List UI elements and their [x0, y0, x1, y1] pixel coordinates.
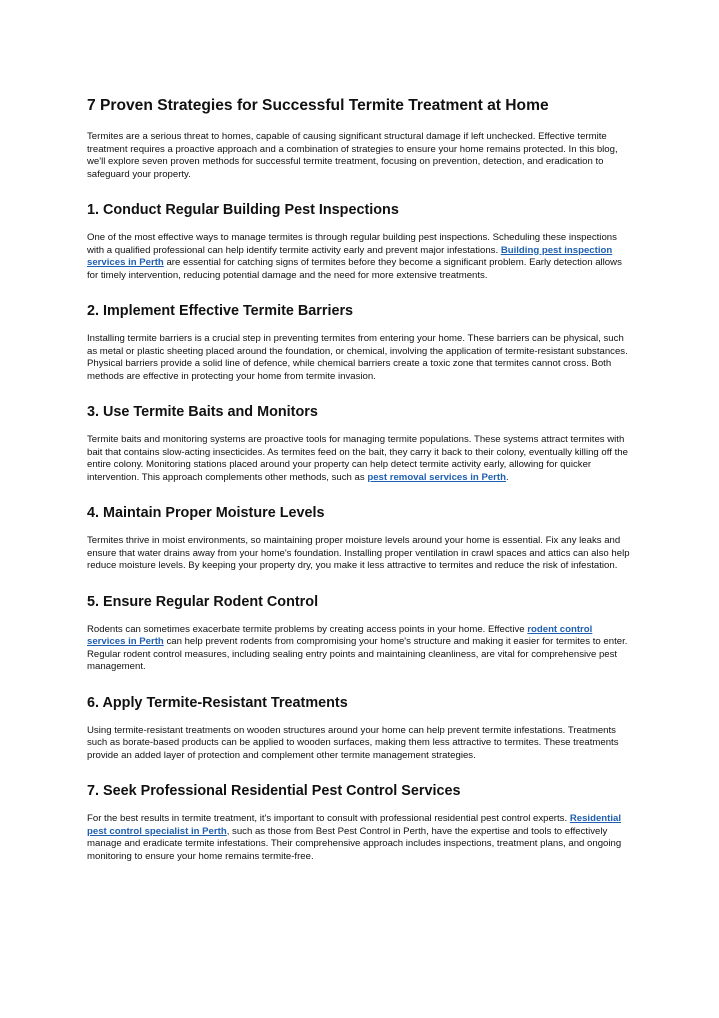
- section-paragraph-7: [87, 813, 633, 863]
- section-text: Installing termite barriers is a crucial step in preventing termites from entering your home. These barriers can be physical, such as metal or plastic sheeting placed around the foundation, or chemical, involving the application of termite-resistant substances. Physical barriers provide a solid line of defence, while chemical barriers create a toxic zone that termites cannot cross. Both methods are effective in protecting your home from termite invasion.: [87, 333, 628, 382]
- section-text: One of the most effective ways to manage termites is through regular building pest inspections. Scheduling these inspections with a qualified professional can help identify termite activity early and prevent major infestations.: [87, 232, 617, 256]
- residential-pest-control-link[interactable]: Residential pest control specialist in Perth: [87, 813, 621, 837]
- intro-paragraph: Termites are a serious threat to homes, capable of causing significant structural damage if left unchecked. Effective termite treatment requires a proactive approach and a combination of strategies to ensure your home remains protected. In this blog, we'll explore seven proven methods for successful termite treatment, focusing on prevention, detection, and eradication to safeguard your property.: [87, 131, 618, 180]
- rodent-control-link[interactable]: rodent control services in Perth: [87, 623, 593, 647]
- section-text: Rodents can sometimes exacerbate termite problems by creating access points in your home. Effective: [87, 623, 528, 635]
- section-paragraph-6: [87, 725, 633, 763]
- section-text: Termite baits and monitoring systems are proactive tools for managing termite populations. These systems attract termites with bait that contains slow-acting insecticides. As termites feed on the bait, they carry it back to their colony, eventually killing off the entire colony. Monitoring stations placed around your property can help detect termite activity early, allowing for quicker intervention. This approach complements other methods, such as: [87, 434, 628, 483]
- section-text: For the best results in termite treatment, it's important to consult with professional residential pest control experts.: [87, 813, 570, 824]
- section-text: Using termite-resistant treatments on wooden structures around your home can help prevent termite infestations. Treatments such as borate-based products can be applied to wooden surfaces, making them less attractive to termites. These treatments provide an added layer of protection and complement other termite management strategies.: [87, 724, 619, 761]
- section-paragraph-1: [87, 232, 633, 282]
- section-heading-5: 5. Ensure Regular Rodent Control: [87, 593, 319, 610]
- document-page: [87, 96, 633, 883]
- section-text: can help prevent rodents from compromising your home's structure and making it easier for termites to enter. Regular rodent control measures, including sealing entry points and maintaining cleanliness, are vital for comprehensive pest management.: [87, 636, 628, 672]
- pest-removal-link[interactable]: pest removal services in Perth: [367, 471, 506, 483]
- section-paragraph-2: [87, 333, 633, 383]
- section-paragraph-5: [87, 624, 633, 674]
- section-heading-7: 7. Seek Professional Residential Pest Control Services: [87, 783, 461, 799]
- section-heading-3: 3. Use Termite Baits and Monitors: [87, 404, 318, 420]
- section-heading-4: 4. Maintain Proper Moisture Levels: [87, 505, 325, 521]
- section-heading-6: 6. Apply Termite-Resistant Treatments: [87, 694, 348, 711]
- section-paragraph-3: [87, 434, 633, 484]
- section-text: .: [505, 471, 509, 483]
- section-text: are essential for catching signs of termites before they become a significant problem. Early detection allows for timely intervention, reducing potential damage and the need for more extensive treatments.: [87, 257, 622, 281]
- building-pest-inspection-link[interactable]: Building pest inspection services in Perth: [87, 244, 613, 268]
- section-heading-1: 1. Conduct Regular Building Pest Inspections: [87, 202, 399, 218]
- section-text: Termites thrive in moist environments, so maintaining proper moisture levels around your home is essential. Fix any leaks and ensure that water drains away from your home's foundation. Installing proper ventilation in crawl spaces and attics can also help reduce moisture levels. By keeping your property dry, you make it less attractive to termites and reduce the risk of infestation.: [87, 535, 630, 571]
- section-heading-2: 2. Implement Effective Termite Barriers: [87, 303, 354, 319]
- section-text: , such as those from Best Pest Control in Perth, have the expertise and tools to effectively manage and eradicate termite infestations. Their comprehensive approach includes inspections, treatment plans, and ongoing monitoring to ensure your home remains termite-free.: [87, 825, 622, 862]
- section-paragraph-4: [87, 535, 633, 573]
- document-title: 7 Proven Strategies for Successful Termite Treatment at Home: [87, 97, 549, 114]
